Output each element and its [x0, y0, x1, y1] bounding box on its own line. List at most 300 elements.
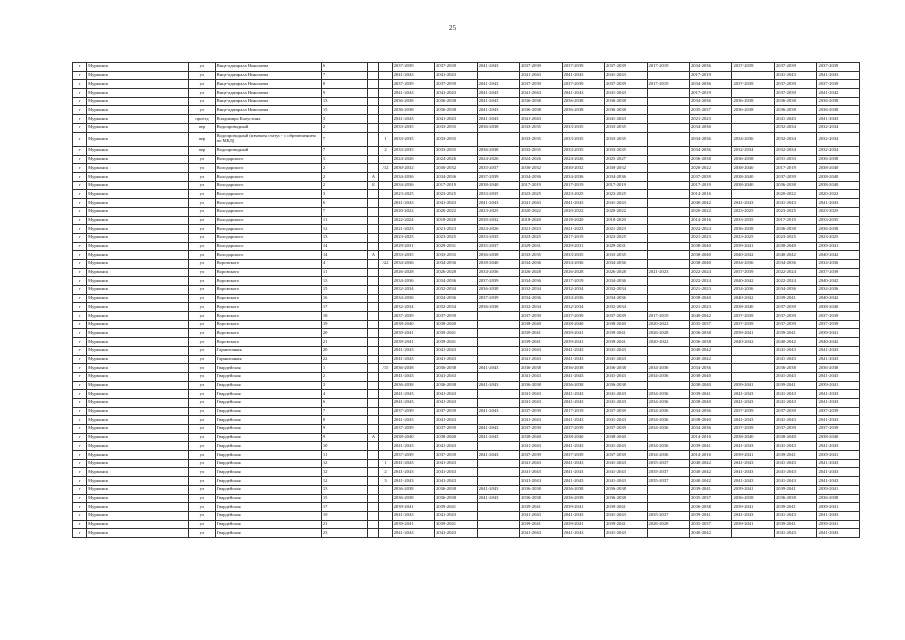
cell-period-10: 2041-2043 — [774, 355, 816, 364]
cell-building-letter — [368, 123, 379, 132]
cell-period-5: 2020-2022 — [562, 207, 604, 216]
cell-period-10: 2036-2038 — [774, 225, 816, 234]
cell-period-10: 2041-2043 — [774, 511, 816, 520]
cell-street-name: Гарнизонная — [215, 355, 321, 364]
cell-settlement-type: г — [73, 433, 87, 442]
cell-period-9: 2038-2040 — [732, 173, 774, 182]
cell-building-letter — [368, 106, 379, 115]
cell-period-5: 2038-2040 — [562, 433, 604, 442]
cell-house-number: 15 — [321, 286, 368, 295]
cell-settlement-type: г — [73, 494, 87, 503]
cell-settlement-name: Мурманск — [87, 381, 189, 390]
cell-period-2: 2039-2041 — [435, 329, 477, 338]
cell-period-5: 2017-2019 — [562, 181, 604, 190]
cell-period-1: 2023-2025 — [392, 233, 434, 242]
cell-period-2: 2029-2031 — [435, 242, 477, 251]
cell-building-letter — [368, 485, 379, 494]
cell-period-3: 2023-2025 — [477, 207, 519, 216]
cell-building-part — [379, 485, 392, 494]
cell-period-5: 2033-2035 — [562, 251, 604, 260]
cell-period-2: 2041-2043 — [435, 71, 477, 80]
table-row — [73, 173, 860, 182]
cell-settlement-type: г — [73, 199, 87, 208]
cell-period-10: 2041-2043 — [774, 529, 816, 538]
cell-period-5: 2037-2039 — [562, 63, 604, 72]
cell-settlement-type: г — [73, 268, 87, 277]
cell-house-number: 2 — [321, 173, 368, 182]
cell-period-3: 2041-2043 — [477, 494, 519, 503]
cell-period-9: 2023-2025 — [732, 233, 774, 242]
cell-building-part: 2 — [379, 468, 392, 477]
table-row — [73, 242, 860, 251]
cell-building-letter — [368, 242, 379, 251]
cell-period-7 — [647, 485, 689, 494]
table-row — [73, 355, 860, 364]
cell-building-letter — [368, 233, 379, 242]
cell-period-7 — [647, 503, 689, 512]
cell-period-3: 2036-2038 — [477, 303, 519, 312]
cell-period-8: 2040-2042 — [690, 529, 732, 538]
cell-period-6: 2018-2020 — [605, 216, 647, 225]
cell-street-name: Володарского — [215, 233, 321, 242]
cell-period-1: 2033-2035 — [392, 132, 434, 147]
cell-street-type: ул — [189, 425, 215, 434]
cell-period-7: 2017-2019 — [647, 312, 689, 321]
cell-period-10: 2037-2039 — [774, 425, 816, 434]
cell-street-type: ул — [189, 346, 215, 355]
cell-period-11: 2032-2034 — [817, 132, 860, 147]
cell-period-7: 2034-2036 — [647, 372, 689, 381]
cell-building-part: /22 — [379, 259, 392, 268]
cell-building-part — [379, 181, 392, 190]
cell-period-1: 2034-2036 — [392, 173, 434, 182]
cell-period-9: 2034-2036 — [732, 259, 774, 268]
cell-street-type: ул — [189, 286, 215, 295]
cell-street-name: Воровского — [215, 312, 321, 321]
cell-period-9 — [732, 123, 774, 132]
cell-house-number: 4 — [321, 259, 368, 268]
cell-period-1: 2033-2035 — [392, 147, 434, 156]
cell-period-3: 2036-2038 — [477, 286, 519, 295]
cell-period-7 — [647, 190, 689, 199]
cell-period-2: 2033-2035 — [435, 132, 477, 147]
cell-period-7: 2034-2036 — [647, 451, 689, 460]
table-row — [73, 259, 860, 268]
cell-period-5: 2041-2043 — [562, 372, 604, 381]
cell-street-name: Гвардейская — [215, 442, 321, 451]
cell-street-name: Вице-адмирала Николаева — [215, 89, 321, 98]
cell-period-10: 2034-2036 — [774, 286, 816, 295]
cell-period-8: 2038-2040 — [690, 251, 732, 260]
cell-building-part — [379, 173, 392, 182]
table-row — [73, 286, 860, 295]
cell-period-10: 2037-2039 — [774, 89, 816, 98]
cell-period-4: 2030-2032 — [520, 164, 562, 173]
cell-period-1: 2041-2043 — [392, 115, 434, 124]
cell-period-7 — [647, 155, 689, 164]
cell-house-number: 11 — [321, 451, 368, 460]
cell-settlement-type: г — [73, 132, 87, 147]
cell-period-4: 2021-2023 — [520, 225, 562, 234]
cell-street-name: Водопроводный (изменен статус - с обременением по МКД) — [215, 132, 321, 147]
cell-street-type: пер — [189, 132, 215, 147]
cell-period-4: 2041-2043 — [520, 529, 562, 538]
cell-period-9: 2041-2043 — [732, 477, 774, 486]
cell-period-10: 2034-2036 — [774, 259, 816, 268]
cell-period-11: 2038-2040 — [817, 181, 860, 190]
cell-period-5: 2041-2043 — [562, 390, 604, 399]
cell-street-type: ул — [189, 277, 215, 286]
cell-period-4: 2033-2035 — [520, 132, 562, 147]
cell-street-name: Воровского — [215, 259, 321, 268]
page-number: 25 — [449, 24, 456, 32]
cell-period-4: 2041-2043 — [520, 390, 562, 399]
cell-building-letter — [368, 89, 379, 98]
cell-period-8: 2040-2042 — [690, 477, 732, 486]
cell-period-7: 2020-2022 — [647, 320, 689, 329]
cell-period-1: 2041-2043 — [392, 398, 434, 407]
cell-period-5: 2036-2038 — [562, 494, 604, 503]
cell-period-7: 2017-2019 — [647, 80, 689, 89]
cell-period-7 — [647, 251, 689, 260]
cell-building-letter — [368, 71, 379, 80]
cell-building-part: 1 — [379, 459, 392, 468]
cell-period-11: 2033-2035 — [817, 216, 860, 225]
cell-building-part — [379, 442, 392, 451]
cell-period-5: 2041-2043 — [562, 416, 604, 425]
cell-building-letter: А — [368, 173, 379, 182]
cell-settlement-name: Мурманск — [87, 468, 189, 477]
cell-period-4: 2033-2035 — [520, 251, 562, 260]
cell-period-11: 2037-2039 — [817, 312, 860, 321]
cell-building-part — [379, 71, 392, 80]
cell-house-number: 16 — [321, 294, 368, 303]
cell-period-2: 2023-2025 — [435, 190, 477, 199]
cell-building-letter — [368, 303, 379, 312]
cell-settlement-name: Мурманск — [87, 190, 189, 199]
cell-period-11: 2034-2036 — [817, 259, 860, 268]
cell-period-7 — [647, 71, 689, 80]
cell-period-5: 2036-2038 — [562, 97, 604, 106]
cell-period-2: 2036-2038 — [435, 485, 477, 494]
cell-period-6: 2036-2038 — [605, 97, 647, 106]
cell-building-letter — [368, 477, 379, 486]
cell-settlement-name: Мурманск — [87, 398, 189, 407]
cell-period-1: 2026-2028 — [392, 268, 434, 277]
cell-house-number: 20 — [321, 329, 368, 338]
cell-period-8: 2022-2024 — [690, 277, 732, 286]
cell-street-type: ул — [189, 181, 215, 190]
cell-period-6: 2021-2023 — [605, 225, 647, 234]
cell-period-8: 2038-2040 — [690, 398, 732, 407]
cell-period-2: 2039-2041 — [435, 338, 477, 347]
cell-street-type: ул — [189, 106, 215, 115]
table-row — [73, 468, 860, 477]
cell-house-number: 22 — [321, 355, 368, 364]
cell-street-type: ул — [189, 364, 215, 373]
cell-settlement-name: Мурманск — [87, 416, 189, 425]
cell-street-type: ул — [189, 207, 215, 216]
cell-settlement-type: г — [73, 155, 87, 164]
table-row — [73, 433, 860, 442]
cell-house-number: 17 — [321, 503, 368, 512]
cell-period-8: 2022-2024 — [690, 225, 732, 234]
cell-house-number: 17 — [321, 303, 368, 312]
cell-settlement-type: г — [73, 233, 87, 242]
cell-period-2: 2038-2040 — [435, 433, 477, 442]
cell-house-number: 11 — [321, 216, 368, 225]
table-row — [73, 398, 860, 407]
cell-street-name: Володарского — [215, 155, 321, 164]
cell-house-number: 4 — [321, 390, 368, 399]
cell-street-type: ул — [189, 355, 215, 364]
cell-period-8: 2039-2041 — [690, 442, 732, 451]
cell-period-3: 2041-2043 — [477, 381, 519, 390]
cell-settlement-type: г — [73, 425, 87, 434]
cell-settlement-type: г — [73, 398, 87, 407]
cell-period-3 — [477, 442, 519, 451]
cell-period-8: 2038-2040 — [690, 372, 732, 381]
cell-period-1: 2041-2043 — [392, 390, 434, 399]
cell-period-2: 2037-2039 — [435, 407, 477, 416]
cell-settlement-type: г — [73, 503, 87, 512]
cell-street-type: ул — [189, 216, 215, 225]
cell-building-letter — [368, 286, 379, 295]
table-row — [73, 147, 860, 156]
cell-house-number: 2 — [321, 181, 368, 190]
cell-street-type: ул — [189, 225, 215, 234]
table-row — [73, 442, 860, 451]
cell-period-8: 2021-2023 — [690, 286, 732, 295]
cell-building-part — [379, 199, 392, 208]
cell-period-7 — [647, 115, 689, 124]
cell-period-6: 2038-2040 — [605, 433, 647, 442]
cell-period-1: 2023-2025 — [392, 190, 434, 199]
cell-building-letter — [368, 372, 379, 381]
cell-period-3 — [477, 372, 519, 381]
cell-settlement-name: Мурманск — [87, 529, 189, 538]
cell-building-part — [379, 286, 392, 295]
cell-period-1: 2037-2039 — [392, 80, 434, 89]
cell-period-1: 2039-2041 — [392, 329, 434, 338]
cell-period-1: 2041-2043 — [392, 89, 434, 98]
cell-period-10: 2041-2043 — [774, 398, 816, 407]
cell-period-3: 2038-2040 — [477, 181, 519, 190]
cell-street-name: Гвардейская — [215, 477, 321, 486]
table-row — [73, 164, 860, 173]
cell-street-type: ул — [189, 251, 215, 260]
cell-period-11: 2038-2040 — [817, 173, 860, 182]
cell-street-name: Воровского — [215, 303, 321, 312]
cell-period-3 — [477, 503, 519, 512]
cell-period-5: 2041-2043 — [562, 477, 604, 486]
cell-period-2: 2036-2038 — [435, 364, 477, 373]
table-row — [73, 407, 860, 416]
cell-period-11: 2032-2034 — [817, 147, 860, 156]
cell-period-2: 2041-2043 — [435, 346, 477, 355]
cell-period-9: 2041-2043 — [732, 416, 774, 425]
cell-settlement-type: г — [73, 80, 87, 89]
cell-period-2: 2038-2040 — [435, 320, 477, 329]
cell-street-name: Володарского — [215, 199, 321, 208]
cell-period-9: 2034-2036 — [732, 286, 774, 295]
cell-period-11: 2041-2043 — [817, 398, 860, 407]
cell-house-number: 21 — [321, 338, 368, 347]
cell-period-1: 2030-2032 — [392, 164, 434, 173]
cell-house-number: 13 — [321, 97, 368, 106]
cell-street-name: Водопроводный — [215, 147, 321, 156]
cell-period-5: 2034-2036 — [562, 259, 604, 268]
cell-period-10: 2037-2039 — [774, 80, 816, 89]
cell-period-7 — [647, 181, 689, 190]
cell-period-11: 2036-2038 — [817, 97, 860, 106]
cell-period-8: 2039-2041 — [690, 485, 732, 494]
cell-period-3: 2041-2043 — [477, 97, 519, 106]
cell-period-7: 2035-2037 — [647, 468, 689, 477]
cell-period-9: 2037-2039 — [732, 407, 774, 416]
cell-period-3: 2041-2043 — [477, 364, 519, 373]
cell-street-type: ул — [189, 451, 215, 460]
cell-period-3: 2041-2043 — [477, 106, 519, 115]
cell-period-8: 2039-2041 — [690, 511, 732, 520]
cell-house-number: 12 — [321, 477, 368, 486]
cell-period-9 — [732, 364, 774, 373]
cell-settlement-type: г — [73, 173, 87, 182]
cell-period-8: 2014-2016 — [690, 451, 732, 460]
table-row — [73, 268, 860, 277]
cell-period-7: 2034-2036 — [647, 425, 689, 434]
cell-street-type: ул — [189, 416, 215, 425]
cell-street-type: ул — [189, 459, 215, 468]
cell-period-9: 2041-2043 — [732, 459, 774, 468]
cell-settlement-type: г — [73, 207, 87, 216]
cell-period-6: 2041-2043 — [605, 529, 647, 538]
cell-building-letter — [368, 355, 379, 364]
cell-settlement-type: г — [73, 329, 87, 338]
cell-period-11: 2037-2039 — [817, 407, 860, 416]
cell-period-5: 2032-2034 — [562, 303, 604, 312]
cell-building-part — [379, 390, 392, 399]
cell-building-letter — [368, 364, 379, 373]
cell-street-name: Вице-адмирала Николаева — [215, 80, 321, 89]
cell-period-2: 2041-2043 — [435, 416, 477, 425]
cell-period-8: 2017-2019 — [690, 71, 732, 80]
cell-period-9: 2036-2038 — [732, 155, 774, 164]
cell-period-11: 2037-2039 — [817, 80, 860, 89]
cell-house-number: 14 — [321, 242, 368, 251]
cell-street-name: Вице-адмирала Николаева — [215, 63, 321, 72]
cell-period-6: 2037-2039 — [605, 451, 647, 460]
cell-settlement-name: Мурманск — [87, 511, 189, 520]
cell-period-6: 2036-2038 — [605, 364, 647, 373]
cell-period-9: 2037-2039 — [732, 80, 774, 89]
cell-period-9 — [732, 372, 774, 381]
table-row — [73, 520, 860, 529]
cell-street-name: Гвардейская — [215, 520, 321, 529]
table-row — [73, 459, 860, 468]
cell-period-5: 2034-2036 — [562, 173, 604, 182]
cell-period-9: 2040-2042 — [732, 251, 774, 260]
cell-period-6: 2036-2038 — [605, 106, 647, 115]
cell-period-2: 2041-2043 — [435, 468, 477, 477]
cell-period-4: 2036-2038 — [520, 106, 562, 115]
cell-period-5: 2039-2041 — [562, 338, 604, 347]
cell-street-name: Гвардейская — [215, 494, 321, 503]
cell-period-10: 2032-2034 — [774, 123, 816, 132]
cell-period-7 — [647, 381, 689, 390]
cell-period-5: 2036-2038 — [562, 485, 604, 494]
cell-period-8: 2034-2036 — [690, 132, 732, 147]
cell-period-4: 2034-2036 — [520, 173, 562, 182]
cell-period-1: 2041-2043 — [392, 346, 434, 355]
cell-settlement-name: Мурманск — [87, 459, 189, 468]
cell-period-7: 2034-2036 — [647, 390, 689, 399]
cell-street-name: Володарского — [215, 173, 321, 182]
cell-period-8: 2036-2038 — [690, 338, 732, 347]
cell-building-letter — [368, 147, 379, 156]
table-row — [73, 364, 860, 373]
cell-settlement-name: Мурманск — [87, 259, 189, 268]
cell-period-1: 2033-2035 — [392, 251, 434, 260]
cell-period-1: 2024-2026 — [392, 155, 434, 164]
cell-house-number: 15 — [321, 106, 368, 115]
cell-period-7: 2034-2036 — [647, 416, 689, 425]
cell-building-part — [379, 398, 392, 407]
cell-settlement-name: Мурманск — [87, 294, 189, 303]
cell-period-9: 2039-2041 — [732, 451, 774, 460]
cell-street-type: ул — [189, 259, 215, 268]
cell-settlement-name: Мурманск — [87, 164, 189, 173]
cell-period-8: 2034-2036 — [690, 147, 732, 156]
cell-period-2: 2041-2043 — [435, 511, 477, 520]
table-row — [73, 106, 860, 115]
cell-period-8: 2020-2022 — [690, 164, 732, 173]
cell-period-6: 2032-2034 — [605, 286, 647, 295]
cell-period-6: 2041-2043 — [605, 390, 647, 399]
cell-building-letter — [368, 390, 379, 399]
cell-street-name: Гвардейская — [215, 529, 321, 538]
cell-settlement-type: г — [73, 338, 87, 347]
cell-period-1: 2037-2039 — [392, 407, 434, 416]
cell-period-6: 2029-2031 — [605, 242, 647, 251]
cell-period-3: 2041-2043 — [477, 425, 519, 434]
cell-period-7: 2017-2019 — [647, 63, 689, 72]
cell-period-6: 2034-2036 — [605, 173, 647, 182]
cell-period-4: 2024-2026 — [520, 155, 562, 164]
cell-house-number: 18 — [321, 312, 368, 321]
cell-period-1: 2036-2038 — [392, 381, 434, 390]
cell-period-3: 2037-2039 — [477, 277, 519, 286]
cell-period-4: 2018-2020 — [520, 216, 562, 225]
cell-period-7 — [647, 97, 689, 106]
cell-period-3 — [477, 398, 519, 407]
cell-period-6: 2039-2041 — [605, 520, 647, 529]
cell-period-3 — [477, 338, 519, 347]
cell-building-part — [379, 433, 392, 442]
cell-period-11: 2041-2043 — [817, 115, 860, 124]
cell-period-9: 2039-2041 — [732, 329, 774, 338]
cell-period-10: 2039-2041 — [774, 381, 816, 390]
cell-settlement-type: г — [73, 147, 87, 156]
cell-period-6: 2023-2025 — [605, 190, 647, 199]
cell-settlement-type: г — [73, 346, 87, 355]
table-row — [73, 199, 860, 208]
cell-building-letter: А — [368, 433, 379, 442]
cell-period-5: 2041-2043 — [562, 89, 604, 98]
cell-building-part — [379, 372, 392, 381]
cell-period-10: 2041-2043 — [774, 390, 816, 399]
cell-period-3 — [477, 520, 519, 529]
